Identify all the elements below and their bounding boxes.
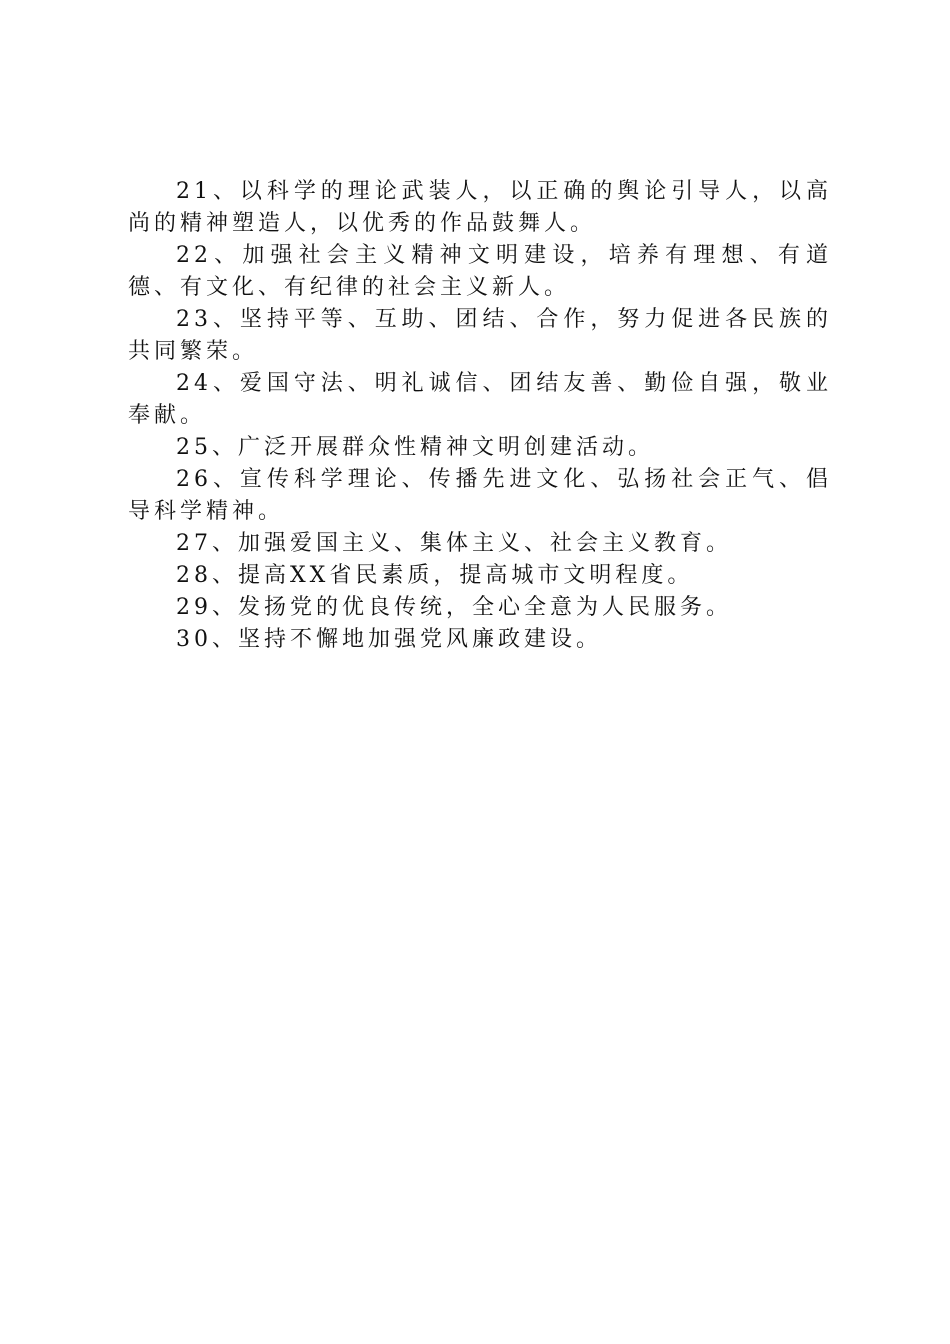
paragraph-24: 24、爱国守法、明礼诚信、团结友善、勤俭自强，敬业奉献。 [128, 371, 832, 428]
paragraph-25: 25、广泛开展群众性精神文明创建活动。 [176, 435, 654, 460]
paragraph-23: 23、坚持平等、互助、团结、合作，努力促进各民族的共同繁荣。 [128, 307, 832, 364]
paragraph-30: 30、坚持不懈地加强党风廉政建设。 [176, 627, 602, 652]
paragraph-28: 28、提高XX省民素质，提高城市文明程度。 [176, 563, 694, 588]
document-body [128, 176, 832, 656]
paragraph-29: 29、发扬党的优良传统，全心全意为人民服务。 [176, 595, 732, 620]
paragraph-21: 21、以科学的理论武装人，以正确的舆论引导人，以高尚的精神塑造人，以优秀的作品鼓舞人。 [128, 179, 832, 236]
paragraph-22: 22、加强社会主义精神文明建设，培养有理想、有道德、有文化、有纪律的社会主义新人。 [128, 243, 832, 300]
paragraph-26: 26、宣传科学理论、传播先进文化、弘扬社会正气、倡导科学精神。 [128, 467, 832, 524]
paragraph-27: 27、加强爱国主义、集体主义、社会主义教育。 [176, 531, 732, 556]
